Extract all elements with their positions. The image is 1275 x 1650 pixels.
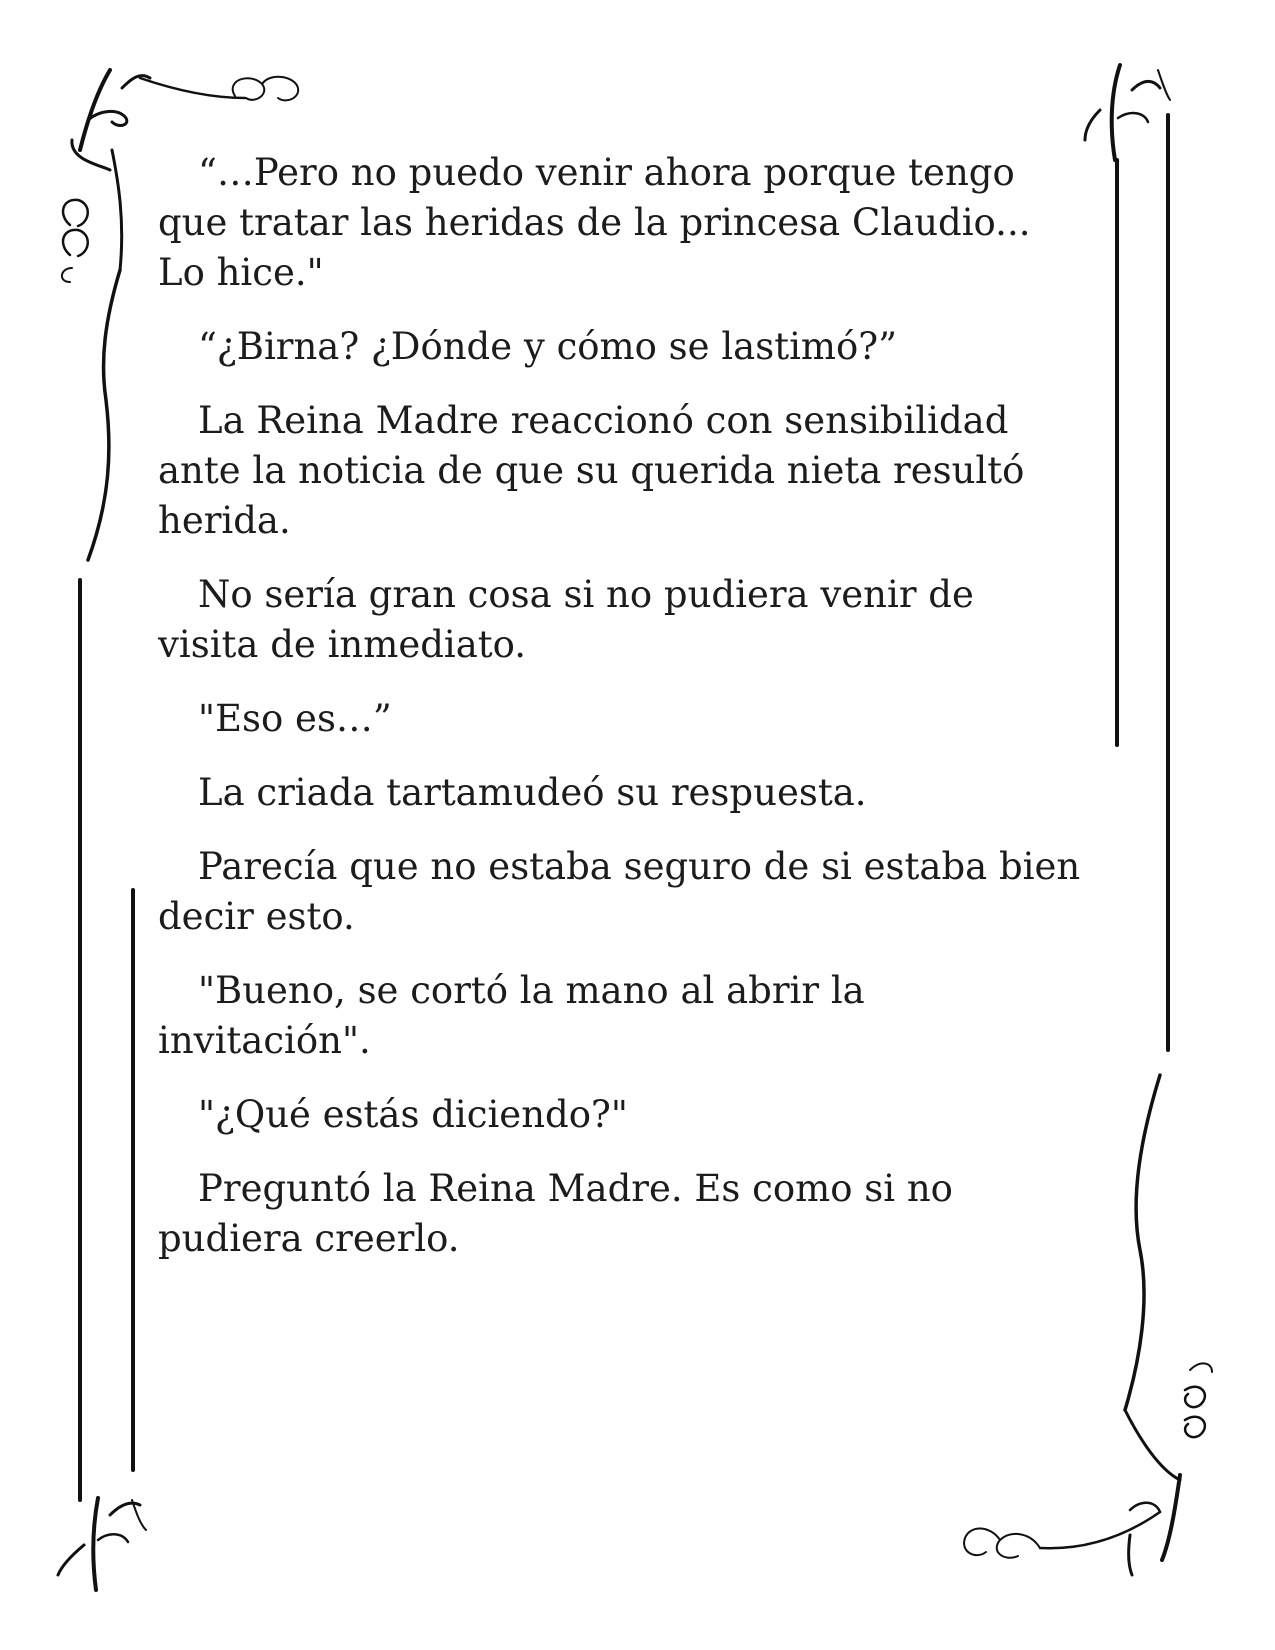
paragraph-6 — [178, 768, 1108, 818]
text-line: Preguntó la Reina Madre. Es como si no — [198, 1167, 953, 1210]
paragraph-4 — [158, 570, 1108, 670]
text-line: La criada tartamudeó su respuesta. — [198, 771, 867, 814]
paragraph-10 — [158, 1164, 1108, 1264]
text-line: "¿Qué estás diciendo?" — [198, 1093, 628, 1136]
text-line: "Eso es…” — [198, 697, 392, 740]
text-line: herida. — [158, 499, 291, 542]
text-line: Parecía que no estaba seguro de si estaba bien — [198, 845, 1081, 888]
paragraph-5 — [178, 694, 1108, 744]
text-line: pudiera creerlo. — [158, 1217, 460, 1260]
paragraph-7 — [158, 842, 1108, 942]
text-line: La Reina Madre reaccionó con sensibilidad — [198, 399, 1009, 442]
text-line: “¿Birna? ¿Dónde y cómo se lastimó?” — [198, 325, 898, 368]
text-line: que tratar las heridas de la princesa Claudio... — [158, 201, 1031, 244]
text-line: "Bueno, se cortó la mano al abrir la — [198, 969, 865, 1012]
text-line: decir esto. — [158, 895, 355, 938]
paragraph-8 — [158, 966, 1108, 1066]
story-text — [158, 148, 1108, 1288]
top-right-flourish-icon — [1085, 65, 1170, 160]
paragraph-2 — [178, 322, 1108, 372]
text-line: Lo hice." — [158, 251, 324, 294]
text-line: No sería gran cosa si no pudiera venir de — [198, 573, 974, 616]
text-line: visita de inmediato. — [158, 623, 527, 666]
paragraph-3 — [158, 396, 1108, 546]
paragraph-9 — [178, 1090, 1108, 1140]
bottom-left-flourish-icon — [58, 1498, 146, 1590]
text-line: ante la noticia de que su querida nieta resultó — [158, 449, 1025, 492]
text-line: “…Pero no puedo venir ahora porque tengo — [198, 151, 1015, 194]
paragraph-1 — [158, 148, 1108, 298]
text-line: invitación". — [158, 1019, 371, 1062]
